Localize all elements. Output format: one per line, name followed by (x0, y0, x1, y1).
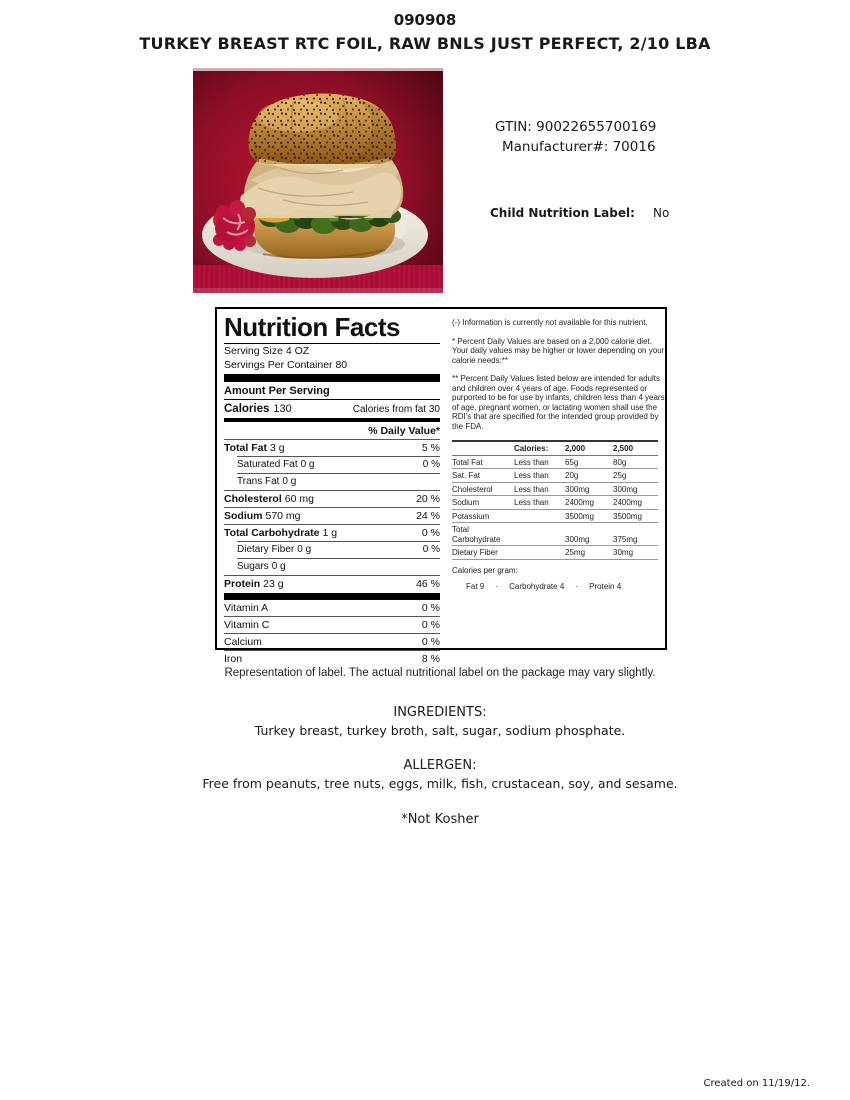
table-row: Dietary Fiber 25mg 30mg (452, 546, 658, 560)
nutrient-row-dietary-fiber: Dietary Fiber 0 g 0 % (237, 541, 440, 558)
gtin: GTIN: 90022655700169 (495, 119, 657, 135)
calories-value: 130 (273, 403, 292, 415)
calories-from-fat: Calories from fat 30 (352, 404, 440, 415)
nutrition-facts-label (224, 314, 440, 667)
calories-per-gram-label: Calories per gram: (452, 565, 518, 575)
calories-label: Calories (224, 403, 270, 415)
table-row: Cholesterol Less than 300mg 300mg (452, 482, 658, 496)
nutrition-facts-title: Nutrition Facts (224, 314, 440, 344)
table-row: Total Fat Less than 65g 80g (452, 455, 658, 469)
calories-per-gram-values: Fat 9 · Carbohydrate 4 · Protein 4 (466, 582, 622, 591)
vitamin-row-calcium: Calcium 0 % (224, 633, 440, 650)
allergen-heading: ALLERGEN: (403, 758, 477, 773)
table-row: Total Carbohydrate 300mg 375mg (452, 523, 658, 546)
page-title: TURKEY BREAST RTC FOIL, RAW BNLS JUST PERFECT, 2/10 LBA (139, 34, 711, 53)
table-row: Sodium Less than 2400mg 2400mg (452, 496, 658, 510)
amount-per-serving: Amount Per Serving (224, 382, 440, 400)
created-date: Created on 11/19/12. (703, 1078, 810, 1089)
footnote-rdi: ** Percent Daily Values listed below are intended for adults and children over 4 years of age. Foods represented or purported to be for use by infants, children less than 4 years of age, pregnant women, or lactating women shall use the RDI's that are specified for the intended group provided by the FDA. (452, 374, 665, 431)
divider-bar (224, 593, 440, 600)
nutrient-row-total-fat: Total Fat 3 g 5 % (224, 439, 440, 456)
nutrient-row-trans-fat: Trans Fat 0 g (237, 473, 440, 490)
product-code: 090908 (393, 11, 457, 29)
allergen-text: Free from peanuts, tree nuts, eggs, milk, fish, crustacean, soy, and sesame. (202, 776, 678, 791)
vitamin-row-c: Vitamin C 0 % (224, 616, 440, 633)
child-nutrition-value: No (653, 206, 670, 220)
table-row: Potassium 3500mg 3500mg (452, 509, 658, 523)
kosher-note: *Not Kosher (401, 812, 479, 827)
daily-values-table (452, 440, 658, 560)
vitamin-row-a: Vitamin A 0 % (224, 602, 440, 614)
ingredients-text: Turkey breast, turkey broth, salt, sugar, sodium phosphate. (254, 723, 626, 738)
serving-size: Serving Size 4 OZ (224, 345, 310, 357)
nutrition-footnotes (452, 318, 665, 592)
turkey-sandwich-illustration (193, 68, 443, 293)
nutrient-row-saturated-fat: Saturated Fat 0 g 0 % (237, 456, 440, 473)
nutrition-facts-panel (215, 307, 667, 665)
nutrient-row-cholesterol: Cholesterol 60 mg 20 % (224, 490, 440, 507)
nutrient-row-total-carbohydrate: Total Carbohydrate 1 g 0 % (224, 524, 440, 541)
footnote-daily-values: * Percent Daily Values are based on a 2,000 calorie diet. Your daily values may be higher or lower depending on your calorie needs:** (452, 336, 665, 365)
label-disclaimer: Representation of label. The actual nutritional label on the package may vary slightly. (224, 667, 656, 679)
divider-bar (224, 374, 440, 382)
calories-row (224, 400, 440, 418)
table-row: Sat. Fat Less than 20g 25g (452, 469, 658, 483)
product-photo (193, 68, 443, 293)
child-nutrition-row (490, 206, 670, 220)
footnote-unavailable: (-) Information is currently not available for this nutrient. (452, 318, 648, 327)
ingredients-heading: INGREDIENTS: (393, 705, 487, 720)
child-nutrition-label: Child Nutrition Label: (490, 206, 635, 220)
table-header-row: Calories: 2,000 2,500 (452, 441, 658, 455)
nutrient-row-sodium: Sodium 570 mg 24 % (224, 507, 440, 524)
manufacturer-number: Manufacturer#: 70016 (502, 139, 656, 155)
nutrient-row-protein: Protein 23 g 46 % (224, 575, 440, 592)
daily-value-header: % Daily Value* (368, 425, 440, 437)
servings-per-container: Servings Per Container 80 (224, 358, 348, 371)
nutrient-row-sugars: Sugars 0 g (237, 558, 440, 575)
vitamin-row-iron: Iron 8 % (224, 650, 440, 667)
